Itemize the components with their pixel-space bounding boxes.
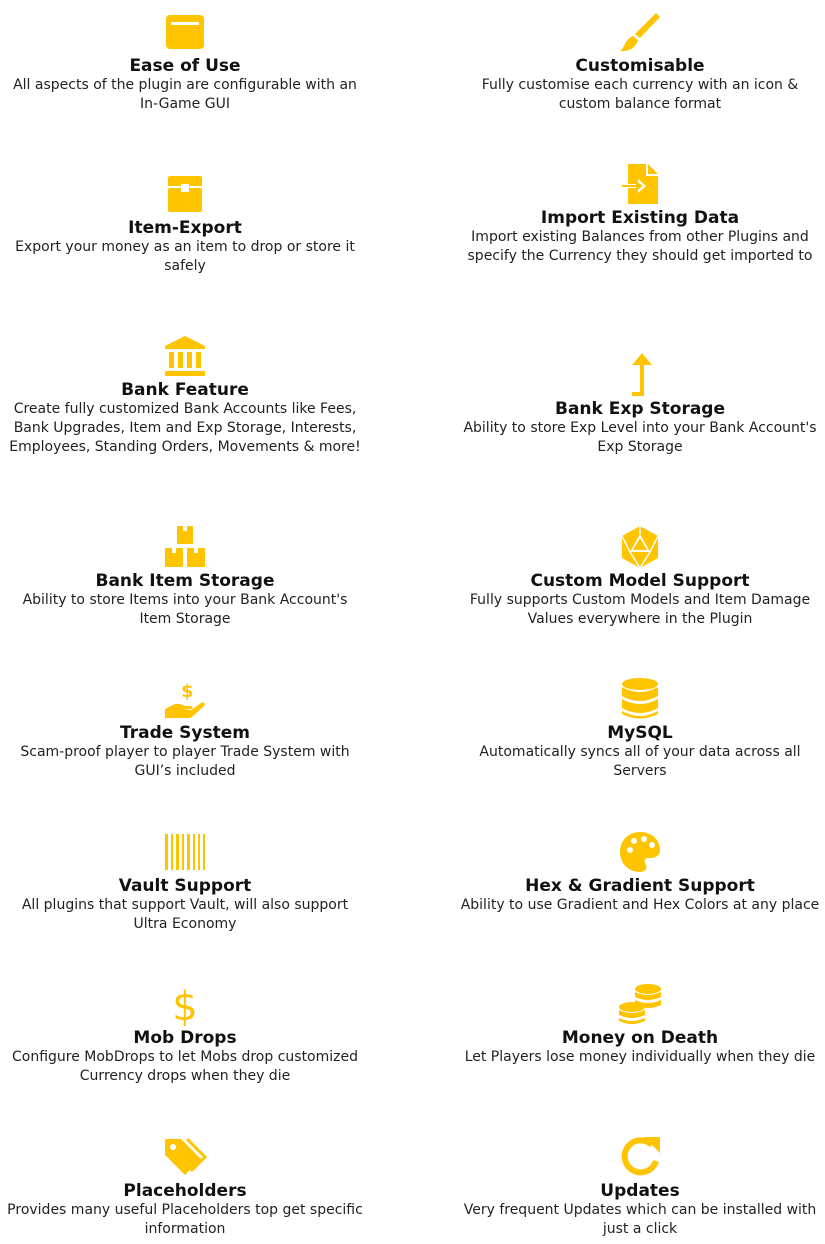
feature-description: Export your money as an item to drop or store it safely <box>15 239 355 274</box>
feature-description: Let Players lose money individually when they die <box>464 1049 816 1065</box>
feature-import-existing-data <box>460 162 820 266</box>
dollar-sign-icon <box>163 982 207 1026</box>
feature-description: Ability to use Gradient and Hex Colors at any place <box>460 897 820 913</box>
feature-description: Import existing Balances from other Plugins and specify the Currency they should get imported to <box>467 229 813 264</box>
feature-description: Automatically syncs all of your data across all Servers <box>479 744 801 779</box>
hand-holding-dollar-icon <box>163 677 207 721</box>
feature-title: Bank Exp Storage <box>554 399 726 419</box>
feature-description: Fully customise each currency with an icon & custom balance format <box>481 77 799 112</box>
feature-customisable <box>460 10 820 114</box>
redo-icon <box>618 1135 662 1179</box>
feature-title: Hex & Gradient Support <box>525 876 755 896</box>
feature-ease-of-use <box>5 10 365 114</box>
feature-description: Configure MobDrops to let Mobs drop customized Currency drops when they die <box>11 1049 358 1084</box>
file-import-icon <box>618 162 662 206</box>
feature-description: All plugins that support Vault, will also support Ultra Economy <box>21 897 349 932</box>
tags-icon <box>163 1135 207 1179</box>
feature-placeholders <box>5 1135 365 1239</box>
feature-title: Mob Drops <box>133 1028 237 1048</box>
feature-description: Scam-proof player to player Trade System with GUI’s included <box>20 744 350 779</box>
feature-updates <box>460 1135 820 1239</box>
feature-title: MySQL <box>607 723 673 743</box>
feature-item-export <box>5 172 365 276</box>
feature-description: All aspects of the plugin are configurable with an In-Game GUI <box>13 77 357 112</box>
feature-money-on-death <box>460 982 820 1067</box>
svg-text:$: $ <box>181 681 194 702</box>
palette-icon <box>618 830 662 874</box>
feature-title: Placeholders <box>123 1181 247 1201</box>
feature-description: Ability to store Exp Level into your Bank Account's Exp Storage <box>463 420 817 455</box>
feature-mysql <box>460 677 820 781</box>
feature-bank-exp-storage <box>460 353 820 457</box>
feature-custom-model-support <box>460 525 820 629</box>
box-icon <box>163 172 207 216</box>
feature-description: Provides many useful Placeholders top get specific information <box>7 1202 363 1237</box>
boxes-icon <box>163 525 207 569</box>
feature-title: Money on Death <box>561 1028 719 1048</box>
feature-hex-gradient-support <box>460 830 820 915</box>
feature-mob-drops <box>5 982 365 1086</box>
feature-title: Updates <box>600 1181 680 1201</box>
feature-title: Custom Model Support <box>530 571 750 591</box>
feature-vault-support <box>5 830 365 934</box>
feature-title: Customisable <box>575 56 705 76</box>
feature-description: Fully supports Custom Models and Item Damage Values everywhere in the Plugin <box>469 592 811 627</box>
paintbrush-icon <box>618 10 662 54</box>
feature-title: Item-Export <box>128 218 242 238</box>
feature-title: Bank Item Storage <box>95 571 275 591</box>
svg-text:$: $ <box>172 984 198 1026</box>
feature-title: Vault Support <box>118 876 252 896</box>
bank-icon <box>163 334 207 378</box>
coins-icon <box>618 982 662 1026</box>
feature-title: Trade System <box>119 723 250 743</box>
feature-description: Create fully customized Bank Accounts like Fees, Bank Upgrades, Item and Exp Storage, Interests, Employees, Standing Orders, Movements & more! <box>9 401 361 455</box>
window-icon <box>163 10 207 54</box>
feature-description: Ability to store Items into your Bank Account's Item Storage <box>22 592 348 627</box>
database-icon <box>618 677 662 721</box>
feature-title: Import Existing Data <box>540 208 740 228</box>
feature-title: Bank Feature <box>121 380 249 400</box>
barcode-icon <box>163 830 207 874</box>
feature-bank-item-storage <box>5 525 365 629</box>
feature-title: Ease of Use <box>129 56 241 76</box>
feature-trade-system <box>5 677 365 781</box>
level-up-arrow-icon <box>618 353 662 397</box>
feature-bank <box>5 334 365 457</box>
dice-d20-icon <box>618 525 662 569</box>
feature-description: Very frequent Updates which can be installed with just a click <box>463 1202 817 1237</box>
